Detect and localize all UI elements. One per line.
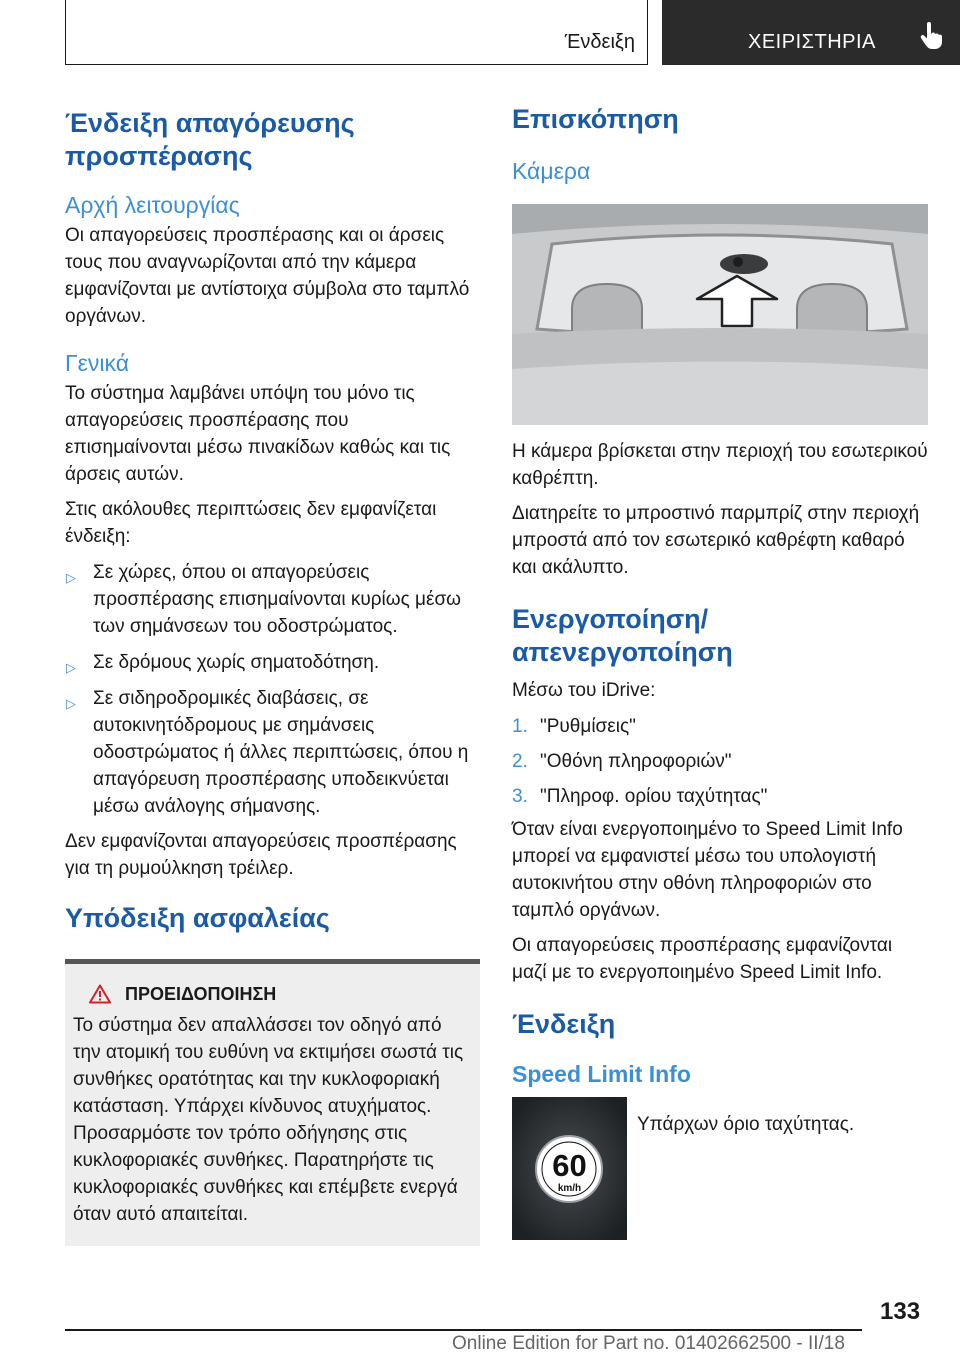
triangle-bullet-icon: ▷ [66,570,76,585]
camera-illustration [512,204,928,425]
warning-box [65,959,480,1246]
warning-label: ΠΡΟΕΙΔΟΠΟΙΗΣΗ [125,984,277,1004]
subheading-principle: Αρχή λειτουργίας [65,192,240,218]
paragraph-idrive: Μέσω του iDrive: [512,680,656,701]
footer-divider [65,1329,862,1331]
paragraph-cases: Στις ακόλουθες περιπτώσεις δεν εμφανίζεται ένδειξη: [65,499,437,547]
list-item [512,713,928,740]
header-section-tab [65,0,648,65]
list-item [512,748,928,775]
step-text: "Οθόνη πληροφοριών" [540,751,732,772]
car-interior-image [512,204,928,425]
section-title-overview: Επισκόπηση [512,104,679,134]
step-number: 2. [512,751,528,772]
section-title-display: Ένδειξη [512,1009,616,1039]
triangle-bullet-icon: ▷ [66,696,76,711]
subheading-speed-limit-info: Speed Limit Info [512,1061,691,1087]
speed-limit-unit: km/h [557,1183,582,1194]
list-item [65,649,480,676]
paragraph-principle: Οι απαγορεύσεις προσπέρασης και οι άρσεις τους που αναγνωρίζονται από την κάμερα εμφανίζονται με αντίστοιχα σύμβολα στο ταμπλό οργάνων. [65,225,470,327]
list-item [65,685,480,820]
paragraph-activation-overtaking: Οι απαγορεύσεις προσπέρασης εμφανίζονται μαζί με το ενεργοποιημένο Speed Limit Info. [512,935,893,983]
speed-limit-value: 60 [552,1148,587,1183]
list-item-text: Σε δρόμους χωρίς σηματοδότηση. [93,652,380,673]
section-title-activate: Ενεργοποίηση/απενεργοποίηση [512,604,733,667]
step-text: "Ρυθμίσεις" [540,716,636,737]
list-item [65,559,480,640]
header-chapter-label: ΧΕΙΡΙΣΤΗΡΙΑ [748,31,876,53]
warning-text: Το σύστημα δεν απαλλάσσει τον οδηγό από την ατομική του ευθύνη να εκτιμήσει σωστά τις συνθήκες ορατότητας και την κυκλοφοριακή κατάσταση. Υπάρχει κίνδυνος ατυχήματος. Προσαρμόστε τον τρόπο οδήγησης στις κυκλοφοριακές συνθήκες. Παρατηρήστε τις κυκλοφοριακές συνθήκες και επέμβετε ενεργά όταν αυτό απαιτείται. [73,1015,464,1225]
list-item-text: Σε χώρες, όπου οι απαγορεύσεις προσπέρασης επισημαίνονται κυρίως μέσω των σημάνσεων του οδοστρώματος. [93,562,462,637]
left-column [65,100,480,1246]
subheading-general: Γενικά [65,350,130,376]
triangle-bullet-icon: ▷ [66,660,76,675]
paragraph-camera-clean: Διατηρείτε το μπροστινό παρμπρίζ στην περιοχή μπροστά από τον εσωτερικό καθρέφτη καθαρό και ακάλυπτο. [512,503,920,578]
edition-note: Online Edition for Part no. 01402662500 - II/18 [452,1333,845,1354]
hand-pointer-icon [920,22,944,50]
paragraph-camera-location: Η κάμερα βρίσκεται στην περιοχή του εσωτερικού καθρέπτη. [512,441,928,489]
list-item-text: Σε σιδηροδρομικές διαβάσεις, σε αυτοκινητόδρομους με σημάνσεις οδοστρώματος ή άλλες περιπτώσεις, όπου η απαγόρευση προσπέρασης υποδεικνύεται μέσω ανάλογης σήμανσης. [93,688,469,817]
step-text: "Πληροφ. ορίου ταχύτητας" [540,786,768,807]
section-title-overtaking: Ένδειξη απαγόρευσης προσπέρασης [65,108,355,171]
right-column [512,100,928,1240]
section-title-safety: Υπόδειξη ασφαλείας [65,903,330,933]
paragraph-trailer: Δεν εμφανίζονται απαγορεύσεις προσπέρασης για τη ρυμούλκηση τρέιλερ. [65,831,457,879]
list-item [512,783,928,810]
step-number: 3. [512,786,528,807]
subheading-camera: Κάμερα [512,158,591,184]
warning-header [89,982,472,1006]
speed-limit-description: Υπάρχων όριο ταχύτητας. [637,1114,855,1135]
paragraph-general: Το σύστημα λαμβάνει υπόψη του μόνο τις απαγορεύσεις προσπέρασης που επισημαίνονται μέσω πινακίδων καθώς και τις άρσεις αυτών. [65,383,451,485]
header-chapter-tab [662,0,960,65]
warning-triangle-icon [89,984,111,1004]
page-number: 133 [880,1298,921,1325]
step-number: 1. [512,716,528,737]
paragraph-activation-info: Όταν είναι ενεργοποιημένο το Speed Limit Info μπορεί να εμφανιστεί μέσω του υπολογιστή αυτοκινήτου στην οθόνη πληροφοριών στο ταμπλό οργάνων. [512,819,903,921]
speed-limit-row [512,1097,928,1240]
speed-limit-display-image [512,1097,627,1240]
header-section-label: Ένδειξη [564,31,635,53]
